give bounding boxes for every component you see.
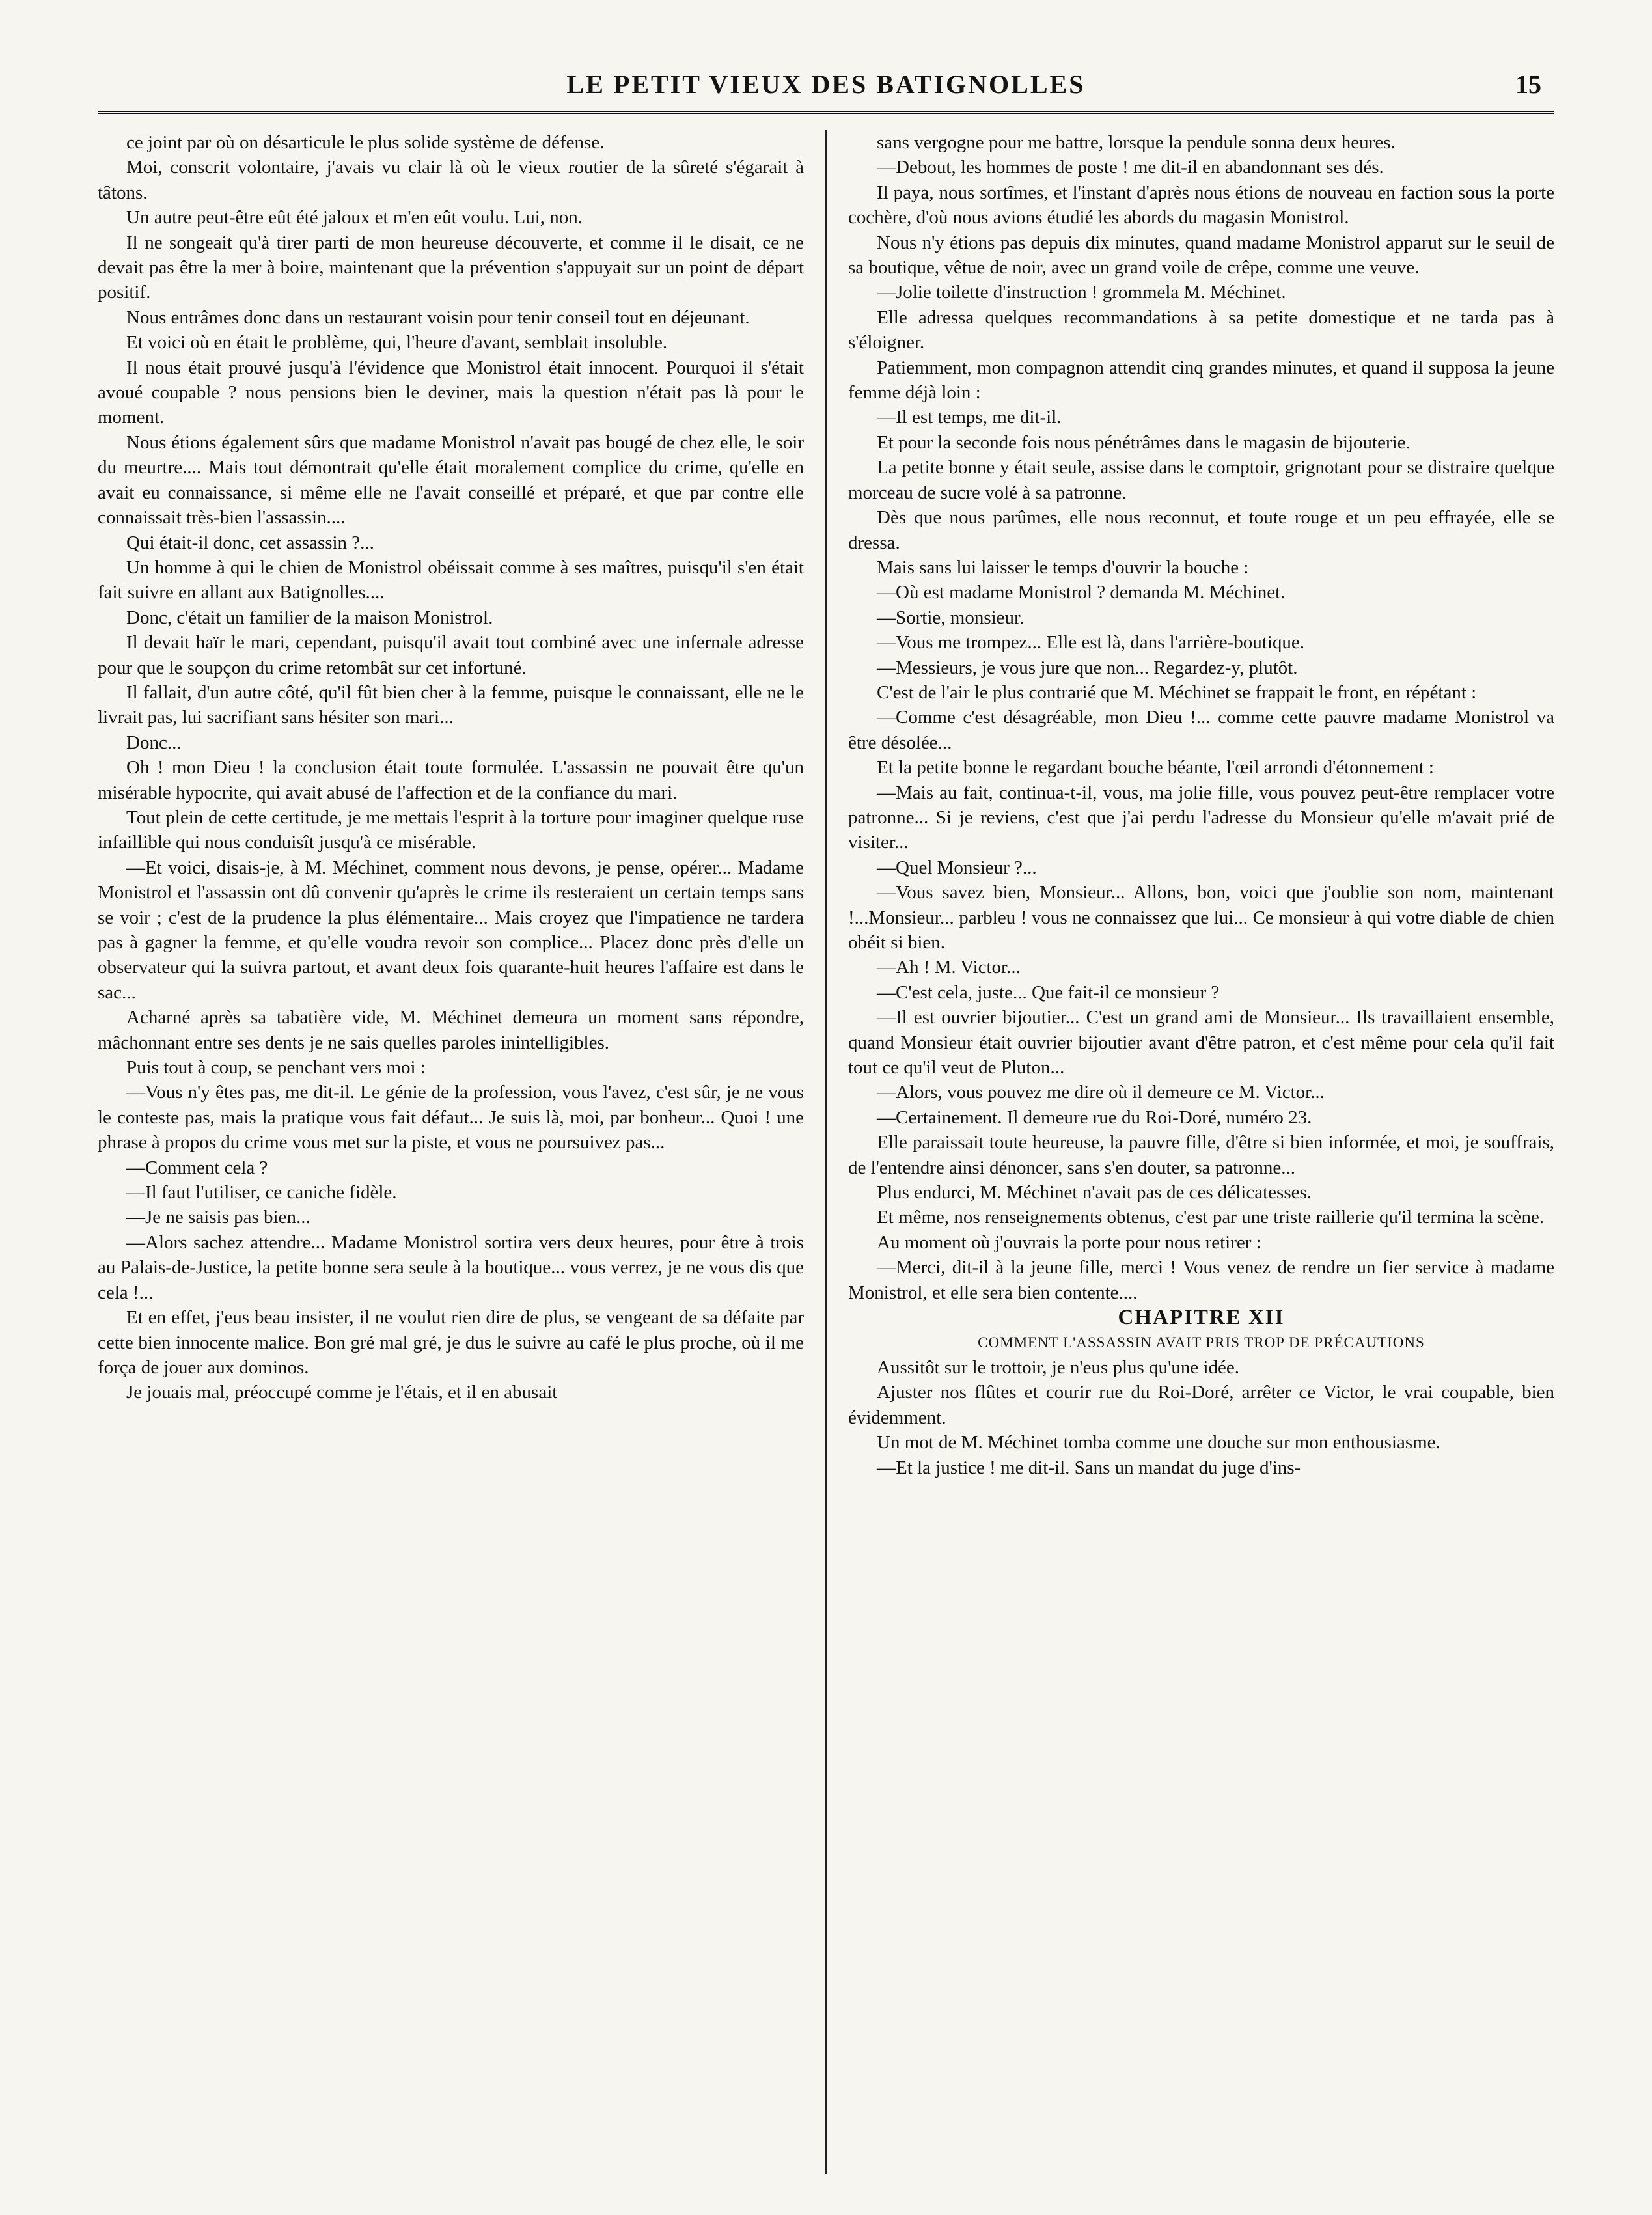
paragraph: —C'est cela, juste... Que fait-il ce monsieur ?: [877, 982, 1220, 1003]
paragraph: Et en effet, j'eus beau insister, il ne voulut rien dire de plus, se vengeant de sa défaite par cette bien innocente malice. Bon gré mal gré, je dus le suivre au café le plus proche, où il me força de jouer aux dominos.: [98, 1307, 804, 1378]
chapter-subtitle: COMMENT L'ASSASSIN AVAIT PRIS TROP DE PRÉCAUTIONS: [978, 1334, 1425, 1351]
paragraph: Elle paraissait toute heureuse, la pauvre fille, d'être si bien informée, et moi, je souffrais, de l'entendre ainsi dénoncer, sans s'en douter, sa patronne...: [848, 1132, 1554, 1178]
paragraph: Il devait haïr le mari, cependant, puisqu'il avait tout combiné avec une infernale adresse pour que le soupçon du crime retombât sur cet infortuné.: [98, 632, 804, 678]
paragraph: C'est de l'air le plus contrarié que M. Méchinet se frappait le front, en répétant :: [877, 681, 1477, 703]
paragraph: —Comment cela ?: [126, 1157, 268, 1178]
paragraph: Donc, c'était un familier de la maison Monistrol.: [126, 607, 493, 628]
paragraph: Dès que nous parûmes, elle nous reconnut, et toute rouge et un peu effrayée, elle se dressa.: [848, 507, 1554, 553]
paragraph: Donc...: [126, 732, 182, 753]
paragraph: Puis tout à coup, se penchant vers moi :: [126, 1057, 426, 1079]
paragraph: Il nous était prouvé jusqu'à l'évidence que Monistrol était innocent. Pourquoi il s'était avoué coupable ? nous pensions bien le deviner, mais la question n'était pas là pour le moment.: [98, 357, 804, 428]
paragraph: —Alors sachez attendre... Madame Monistrol sortira vers deux heures, pour être à trois au Palais-de-Justice, la petite bonne sera seule à la boutique... vous verrez, je ne vous dis que cela !...: [98, 1231, 804, 1303]
paragraph: —Certainement. Il demeure rue du Roi-Doré, numéro 23.: [877, 1107, 1312, 1128]
paragraph: —Il est ouvrier bijoutier... C'est un grand ami de Monsieur... Ils travaillaient ensemble, quand Monsieur était ouvrier bijoutier avant d'être patron, et c'est même pour cela qu'il fait tout ce qu'il veut de Pluton...: [848, 1007, 1554, 1079]
paragraph: —Sortie, monsieur.: [877, 607, 1025, 628]
paragraph: Et pour la seconde fois nous pénétrâmes dans le magasin de bijouterie.: [877, 432, 1411, 453]
paragraph: Tout plein de cette certitude, je me mettais l'esprit à la torture pour imaginer quelque ruse infaillible qui nous conduisît jusqu'à ce misérable.: [98, 806, 804, 853]
paragraph: —Mais au fait, continua-t-il, vous, ma jolie fille, vous pouvez peut-être remplacer votre patronne... Si je reviens, c'est que j'ai perdu l'adresse du Monsieur qu'elle m'avait prié de visiter...: [848, 782, 1554, 853]
paragraph: ce joint par où on désarticule le plus solide système de défense.: [126, 132, 605, 153]
paragraph: Nous étions également sûrs que madame Monistrol n'avait pas bougé de chez elle, le soir du meurtre.... Mais tout démontrait qu'elle était moralement complice du crime, qu'elle en avait eu connaissance, si même elle ne l'avait conseillé et préparé, et que par contre elle connaissait très-bien l'assassin....: [98, 432, 804, 529]
paragraph: Un autre peut-être eût été jaloux et m'en eût voulu. Lui, non.: [126, 207, 583, 228]
paragraph: Aussitôt sur le trottoir, je n'eus plus qu'une idée.: [877, 1356, 1239, 1378]
left-column: [98, 130, 804, 2174]
paragraph: —Ah ! M. Victor...: [877, 957, 1021, 978]
paragraph: Un homme à qui le chien de Monistrol obéissait comme à ses maîtres, puisqu'il s'en était fait suivre en allant aux Batignolles....: [98, 557, 804, 603]
paragraph: —Vous savez bien, Monsieur... Allons, bon, voici que j'oublie son nom, maintenant !...Monsieur... parbleu ! vous ne connaissez que lui... Ce monsieur à qui votre diable de chien obéit si bien.: [848, 882, 1554, 953]
column-rule: [825, 130, 827, 2174]
paragraph: Oh ! mon Dieu ! la conclusion était toute formulée. L'assassin ne pouvait être qu'un misérable hypocrite, qui avait abusé de l'affection et de la confiance du mari.: [98, 757, 804, 803]
paragraph: Au moment où j'ouvrais la porte pour nous retirer :: [877, 1231, 1261, 1253]
paragraph: Un mot de M. Méchinet tomba comme une douche sur mon enthousiasme.: [877, 1432, 1440, 1453]
paragraph: Il fallait, d'un autre côté, qu'il fût bien cher à la femme, puisque le connaissant, elle ne le livrait pas, lui sacrifiant sans hésiter son mari...: [98, 681, 804, 728]
paragraph: —Merci, dit-il à la jeune fille, merci ! Vous venez de rendre un fier service à madame Monistrol, et elle sera bien contente....: [848, 1257, 1554, 1303]
paragraph: Mais sans lui laisser le temps d'ouvrir la bouche :: [877, 557, 1249, 578]
page-number: 15: [1515, 70, 1541, 99]
paragraph: —Il faut l'utiliser, ce caniche fidèle.: [126, 1182, 397, 1204]
chapter-title: CHAPITRE XII: [1118, 1306, 1285, 1330]
paragraph: —Où est madame Monistrol ? demanda M. Méchinet.: [877, 582, 1286, 603]
paragraph: —Comme c'est désagréable, mon Dieu !... comme cette pauvre madame Monistrol va être désolée...: [848, 707, 1554, 753]
paragraph: Il paya, nous sortîmes, et l'instant d'après nous étions de nouveau en faction sous la porte cochère, d'où nous avions étudié les abords du magasin Monistrol.: [848, 182, 1554, 228]
running-title: LE PETIT VIEUX DES BATIGNOLLES: [566, 70, 1086, 99]
paragraph: Je jouais mal, préoccupé comme je l'étais, et il en abusait: [126, 1382, 558, 1403]
paragraph: La petite bonne y était seule, assise dans le comptoir, grignotant pour se distraire quelque morceau de sucre volé à sa patronne.: [848, 457, 1554, 503]
paragraph: Qui était-il donc, cet assassin ?...: [126, 532, 374, 553]
paragraph: Acharné après sa tabatière vide, M. Méchinet demeura un moment sans répondre, mâchonnant entre ses dents je ne sais quelles paroles inintelligibles.: [98, 1007, 804, 1053]
paragraph: —Et voici, disais-je, à M. Méchinet, comment nous devons, je pense, opérer... Madame Monistrol et l'assassin ont dû convenir qu'après le crime ils resteraient un certain temps sans se voir ; c'est de la prudence la plus élémentaire... Mais croyez que l'impatience ne tardera pas à gagner la femme, et qu'elle voudra revoir son complice... Placez donc près d'elle un observateur qui la suivra partout, et avant deux fois quarante-huit heures l'affaire est dans le sac...: [98, 857, 804, 1003]
right-column-text-before: [848, 130, 1554, 1305]
paragraph: Moi, conscrit volontaire, j'avais vu clair là où le vieux routier de la sûreté s'égarait à tâtons.: [98, 157, 804, 203]
text-columns: [98, 130, 1554, 2174]
paragraph: —Quel Monsieur ?...: [877, 857, 1037, 878]
paragraph: Et voici où en était le problème, qui, l'heure d'avant, semblait insoluble.: [126, 332, 668, 353]
paragraph: Plus endurci, M. Méchinet n'avait pas de ces délicatesses.: [877, 1182, 1312, 1204]
paragraph: Et même, nos renseignements obtenus, c'est par une triste raillerie qu'il termina la scène.: [877, 1207, 1545, 1228]
paragraph: sans vergogne pour me battre, lorsque la pendule sonna deux heures.: [877, 132, 1396, 153]
paragraph: —Vous me trompez... Elle est là, dans l'arrière-boutique.: [877, 632, 1305, 653]
paragraph: —Debout, les hommes de poste ! me dit-il en abandonnant ses dés.: [877, 157, 1384, 178]
right-column: [848, 130, 1554, 2174]
paragraph: Nous n'y étions pas depuis dix minutes, quand madame Monistrol apparut sur le seuil de sa boutique, vêtue de noir, avec un grand voile de crêpe, comme une veuve.: [848, 232, 1554, 279]
paragraph: Elle adressa quelques recommandations à sa petite domestique et ne tarda pas à s'éloigner.: [848, 307, 1554, 353]
paragraph: —Et la justice ! me dit-il. Sans un mandat du juge d'ins-: [877, 1457, 1301, 1478]
paragraph: —Vous n'y êtes pas, me dit-il. Le génie de la profession, vous l'avez, c'est sûr, je ne vous le conteste pas, mais la pratique vous fait défaut... Je suis là, moi, par bonheur... Quoi ! une phrase à propos du crime vous met sur la piste, et vous ne poursuivez pas...: [98, 1082, 804, 1153]
paragraph: —Je ne saisis pas bien...: [126, 1207, 310, 1228]
paragraph: —Alors, vous pouvez me dire où il demeure ce M. Victor...: [877, 1082, 1325, 1103]
paragraph: Nous entrâmes donc dans un restaurant voisin pour tenir conseil tout en déjeunant.: [126, 307, 750, 328]
paragraph: Patiemment, mon compagnon attendit cinq grandes minutes, et quand il supposa la jeune femme déjà loin :: [848, 357, 1554, 404]
paragraph: —Jolie toilette d'instruction ! grommela M. Méchinet.: [877, 282, 1286, 303]
right-column-text-after: [848, 1355, 1554, 1480]
page-header: [98, 65, 1554, 114]
paragraph: —Il est temps, me dit-il.: [877, 407, 1062, 428]
paragraph: —Messieurs, je vous jure que non... Regardez-y, plutôt.: [877, 657, 1298, 678]
paragraph: Et la petite bonne le regardant bouche béante, l'œil arrondi d'étonnement :: [877, 757, 1434, 778]
paragraph: Ajuster nos flûtes et courir rue du Roi-Doré, arrêter ce Victor, le vrai coupable, bien évidemment.: [848, 1382, 1554, 1428]
paragraph: Il ne songeait qu'à tirer parti de mon heureuse découverte, et comme il le disait, ce ne devait pas être la mer à boire, maintenant que la prévention s'appuyait sur un point de départ positif.: [98, 232, 804, 303]
